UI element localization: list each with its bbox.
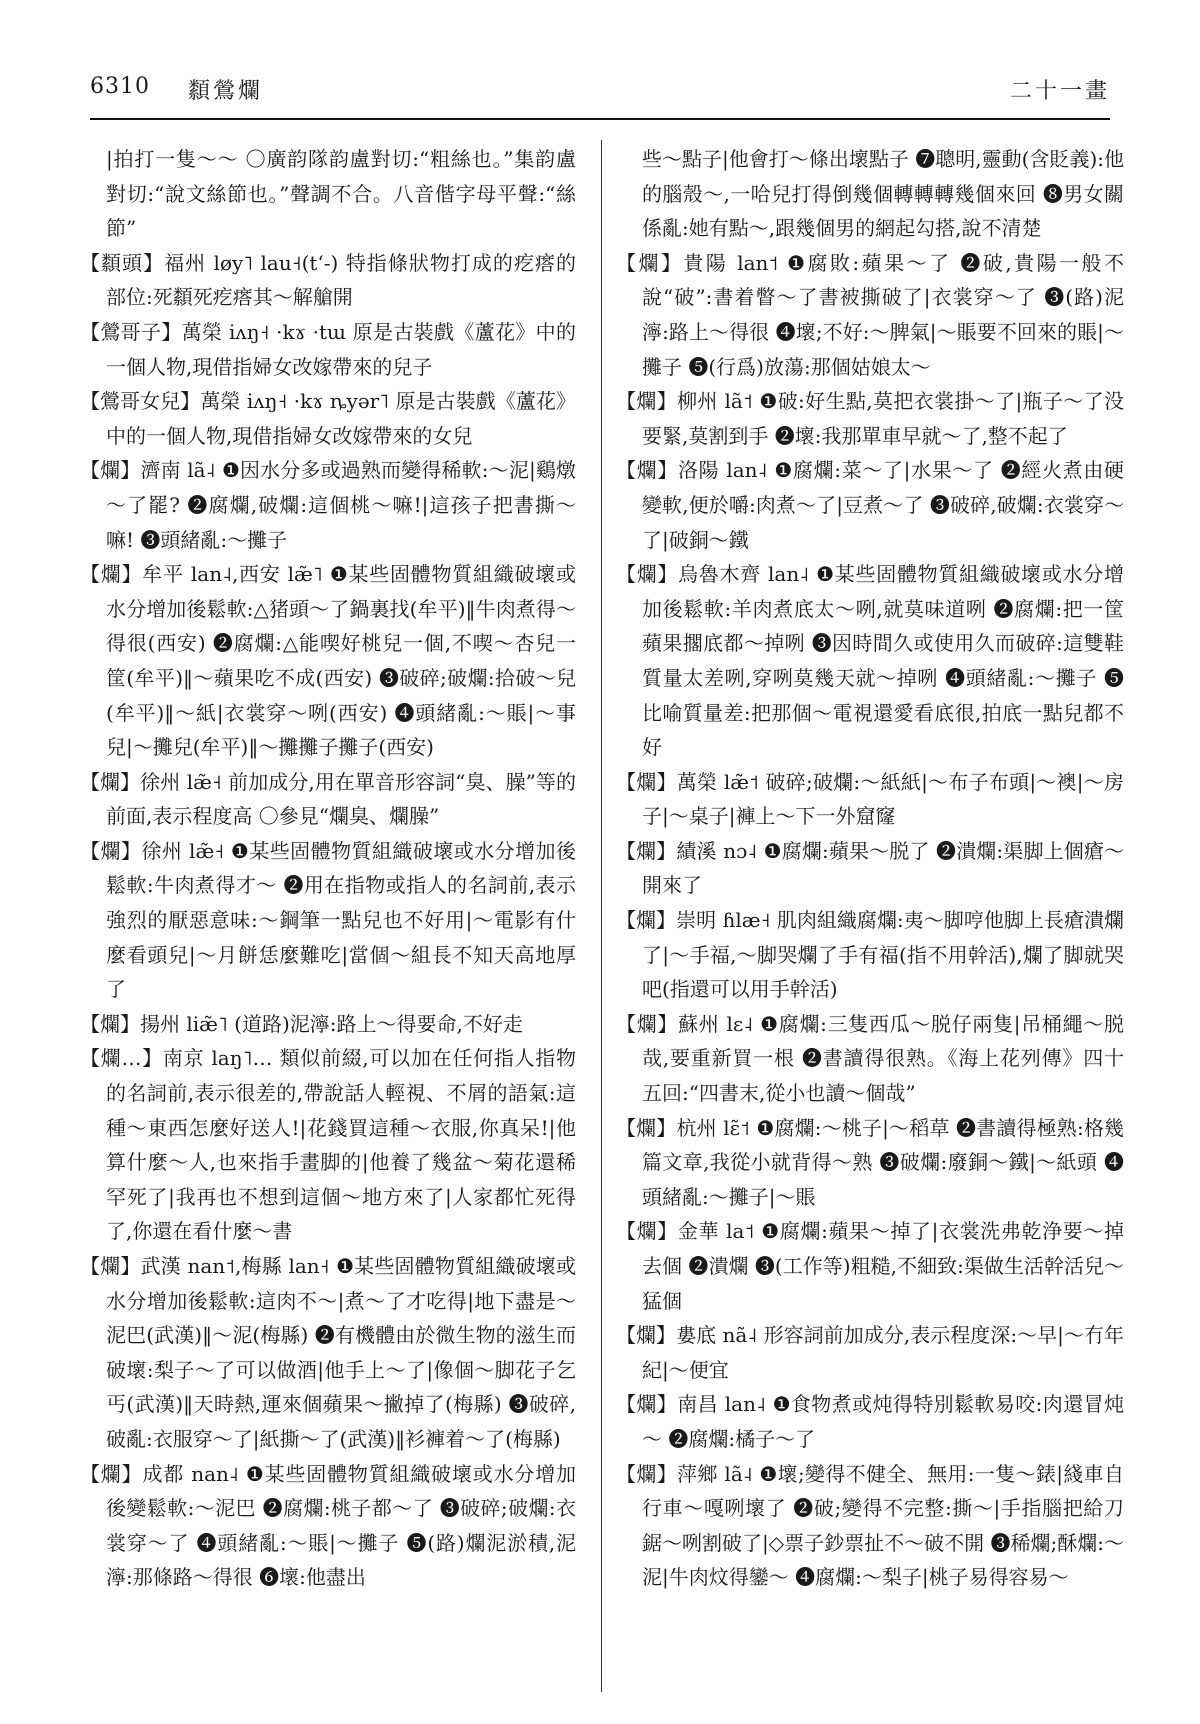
dictionary-entry (616, 765, 1124, 834)
left-column (80, 142, 576, 1595)
entry-headword: 【爛】 (80, 1461, 143, 1486)
stroke-section: 二十一畫 (1009, 79, 1110, 104)
dictionary-entry (616, 1318, 1124, 1387)
dictionary-entry (80, 384, 576, 453)
dictionary-entry (616, 1111, 1124, 1215)
entry-text: 萍鄉 lã˨ ❶壞;變得不健全、無用:一隻～錶|綫車自行車～嘎咧壞了 ❷破;變得不完整:撕～|手指腦把給刀鋸～咧割破了|◇票子鈔票扯不～破不開 ❸稀爛;酥爛:～泥|牛肉炆得鑾～ ❹腐爛:～梨子|桃子易得容易～ (642, 1461, 1125, 1590)
entry-headword: 【爛】 (616, 389, 678, 414)
entry-headword: 【爛】 (616, 1461, 678, 1486)
dictionary-entry (616, 384, 1124, 453)
entry-headword: 【爛…】 (80, 1046, 163, 1071)
entry-text: 武漢 nan˦,梅縣 lan˧ ❶某些固體物質組織破壞或水分增加後鬆軟:這肉不～|煮～了才吃得|地下盡是～泥巴(武漢)‖～泥(梅縣) ❷有機體由於微生物的滋生而破壞:梨子～了可以做酒|他手上～了|像個～脚花子乞丐(武漢)‖天時熱,運來個蘋果～撇掉了(梅縣) ❸破碎,破亂:衣服穿～了|紙撕～了(武漢)‖衫褲着～了(梅縣) (106, 1254, 577, 1451)
entry-text: 福州 løy˥ lau˧(tʻ-) 特指條狀物打成的疙瘩的部位:死纇死疙瘩其～解艙開 (106, 250, 576, 310)
entry-headword: 【鶯哥子】 (80, 319, 182, 344)
entry-headword: 【纇頭】 (80, 250, 165, 275)
dictionary-entry (80, 453, 576, 557)
dictionary-entry (616, 1457, 1124, 1595)
entry-text: 杭州 lɛ̃˦ ❶腐爛:～桃子|～稻草 ❷書讀得極熟:格幾篇文章,我從小就背得～熟 ❸破爛:廢銅～鐵|～紙頭 ❹頭緒亂:～攤子|～賬 (642, 1115, 1125, 1209)
entry-headword: 【爛】 (616, 458, 678, 483)
entry-text: 萬榮 læ̃˦ 破碎;破爛:～紙紙|～布子布頭|～襖|～房子|～桌子|褲上～下一外窟窿 (642, 769, 1125, 829)
entry-headword: 【爛】 (616, 1219, 678, 1244)
dictionary-entry (616, 1387, 1124, 1456)
entry-headword: 【爛】 (616, 562, 679, 587)
dictionary-entry (616, 1007, 1124, 1111)
entry-headword: 【爛】 (616, 1115, 677, 1140)
dictionary-entry (616, 1214, 1124, 1318)
entry-text: 貴陽 lan˦ ❶腐敗:蘋果～了 ❷破,貴陽一般不說“破”:書着瞥～了書被撕破了|衣裳穿～了 ❸(路)泥濘:路上～得很 ❹壞;不好:～脾氣|～賬要不回來的賬|～攤子 ❺(行爲)放蕩:那個姑娘太～ (642, 250, 1124, 379)
dictionary-entry (80, 142, 576, 246)
entry-headword: 【爛】 (80, 1254, 141, 1278)
right-column (616, 142, 1124, 1595)
column-divider (601, 140, 602, 1692)
entry-text: 績溪 nɔ˨ ❶腐爛:蘋果～脱了 ❷潰爛:渠脚上個瘡～開來了 (642, 838, 1124, 898)
entry-headword: 【爛】 (80, 1011, 140, 1036)
entry-headword: 【爛】 (80, 769, 141, 794)
entry-text: 揚州 liæ̃˥ (道路)泥濘:路上～得要命,不好走 (140, 1011, 523, 1036)
entry-text: 南昌 lan˨ ❶食物煮或炖得特別鬆軟易咬:肉還冒炖～ ❷腐爛:橘子～了 (642, 1392, 1125, 1451)
dictionary-entry (616, 142, 1124, 246)
entry-text: 崇明 ɦlæ˧ 肌肉組織腐爛:夷～脚哼他脚上長瘡潰爛了|～手福,～脚哭爛了手有福(指不用幹活),爛了脚就哭吧(指還可以用手幹活) (642, 908, 1124, 1002)
dictionary-entry (80, 557, 576, 765)
entry-text: 萬榮 iʌŋ˧ ·kɤ ȵyər˥ 原是古裝戲《蘆花》中的一個人物,現借指婦女改嫁帶來的女兒 (106, 389, 576, 448)
entry-text: 牟平 lan˨,西安 læ̃˥ ❶某些固體物質組織破壞或水分增加後鬆軟:△猪頭～了鍋裏找(牟平)‖牛肉煮得～得很(西安) ❷腐爛:△能喫好桃兒一個,不喫～杏兒一筐(牟平)‖～蘋果吃不成(西安) ❸破碎;破爛:拾破～兒(牟平)‖～紙|衣裳穿～咧(西安) ❹頭緒亂:～賬|～事兒|～攤兒(牟平)‖～攤攤子攤子(西安) (106, 562, 577, 760)
entry-text: 金華 la˦ ❶腐爛:蘋果～掉了|衣裳洗弗乾浄要～掉去個 ❷潰爛 ❸(工作等)粗糙,不細致:渠做生活幹活兒～猛個 (642, 1219, 1125, 1313)
dictionary-entry (616, 834, 1124, 903)
entry-text: 徐州 læ̃˧ ❶某些固體物質組織破壞或水分增加後鬆軟:牛肉煮得才～ ❷用在指物或指人的名詞前,表示強烈的厭惡意味:～鋼筆一點兒也不好用|～電影有什麼看頭兒|～月餅恁麼難吃|當個～組長不知天高地厚了 (106, 838, 577, 1002)
entry-text: 些～點子|他會打～條出壞點子 ❼聰明,靈動(含貶義):他的腦殼～,一哈兒打得倒幾個轉轉轉幾個來回 ❽男女關係亂:她有點～,跟幾個男的網起勾搭,說不清楚 (642, 147, 1124, 241)
entry-text: 徐州 læ̃˧ 前加成分,用在單音形容詞“臭、臊”等的前面,表示程度高 〇參見“爛臭、爛臊” (106, 769, 576, 829)
entry-headword: 【爛】 (616, 1392, 678, 1417)
entry-text: 南京 laŋ˥… 類似前綴,可以加在任何指人指物的名詞前,表示很差的,帶說話人輕視、不屑的語氣:這種～東西怎麼好送人!|花錢買這種～衣服,你真呆!|他算什麼～人,也來指手畫脚的|他養了幾盆～菊花還稀罕死了|我再也不想到這個～地方來了|人家都忙死得了,你還在看什麼～書 (106, 1046, 577, 1244)
entry-headword: 【爛】 (616, 838, 677, 863)
entry-text: 成都 nan˨ ❶某些固體物質組織破壞或水分增加後變鬆軟:～泥巴 ❷腐爛:桃子都～了 ❸破碎;破爛:衣裳穿～了 ❹頭緒亂:～賬|～攤子 ❺(路)爛泥淤積,泥濘:那條路～得很 ❻壞:他盡出 (106, 1461, 577, 1590)
entry-text: 洛陽 lan˨ ❶腐爛:菜～了|水果～了 ❷經火煮由硬變軟,便於嚼:肉煮～了|豆煮～了 ❸破碎,破爛:衣裳穿～了|破銅～鐵 (642, 458, 1125, 552)
entry-text: 蘇州 lɛ˨ ❶腐爛:三隻西瓜～脱仔兩隻|吊桶繩～脱哉,要重新買一根 ❷書讀得很熟。《海上花列傳》四十五回:“四書末,從小也讀～個哉” (642, 1011, 1125, 1106)
entry-headword: 【爛】 (616, 908, 677, 933)
running-headwords: 纇鶯爛 (188, 79, 264, 104)
entry-text: 烏魯木齊 lan˨ ❶某些固體物質組織破壞或水分增加後鬆軟:羊肉煮底太～咧,就莫味道咧 ❷腐爛:把一筐蘋果擱底都～掉咧 ❸因時間久或使用久而破碎:這雙鞋質量太差咧,穿咧莫幾天就～掉咧 ❹頭緒亂:～攤子 ❺比喻質量差:把那個～電視還愛看底很,拍底一點兒都不好 (642, 562, 1124, 760)
dictionary-entry (80, 315, 576, 384)
dictionary-entry (80, 1457, 576, 1595)
entry-headword: 【爛】 (80, 838, 142, 863)
dictionary-entry (616, 453, 1124, 557)
page-header (90, 74, 1110, 120)
entry-headword: 【爛】 (616, 1323, 677, 1348)
entry-headword: 【爛】 (616, 769, 677, 794)
entry-text: 萬榮 iʌŋ˧ ·kɤ ·tɯ 原是古裝戲《蘆花》中的一個人物,現借指婦女改嫁帶來的兒子 (106, 319, 577, 379)
entry-text: 婁底 nã˨ 形容詞前加成分,表示程度深:～早|～冇年紀|～便宜 (642, 1323, 1125, 1382)
entry-text: 柳州 lã˦ ❶破:好生點,莫把衣裳掛～了|瓶子～了没要緊,莫割到手 ❷壞:我那單車早就～了,整不起了 (642, 389, 1124, 448)
page-number: 6310 (90, 74, 150, 99)
entry-headword: 【爛】 (616, 1011, 679, 1036)
entry-text: |拍打一隻～～ 〇廣韵隊韵盧對切:“粗絲也。”集韵盧對切:“說文絲節也。”聲調不合。八音偕字母平聲:“絲節” (106, 147, 576, 241)
dictionary-entry (80, 765, 576, 834)
dictionary-entry (616, 246, 1124, 384)
entry-headword: 【爛】 (80, 562, 143, 587)
dictionary-entry (616, 557, 1124, 765)
dictionary-entry (80, 246, 576, 315)
entry-headword: 【鶯哥女兒】 (80, 389, 201, 414)
dictionary-entry (80, 834, 576, 1007)
entry-headword: 【爛】 (80, 458, 141, 483)
entry-text: 濟南 lã˨ ❶因水分多或過熟而變得稀軟:～泥|鷄燉～了罷? ❷腐爛,破爛:這個桃～嘛!|這孩子把書撕～嘛! ❸頭緒亂:～攤子 (106, 458, 577, 552)
entry-headword: 【爛】 (616, 250, 684, 275)
dictionary-entry (80, 1041, 576, 1249)
dictionary-entry (616, 903, 1124, 1007)
dictionary-entry (80, 1249, 576, 1457)
dictionary-entry (80, 1007, 576, 1042)
